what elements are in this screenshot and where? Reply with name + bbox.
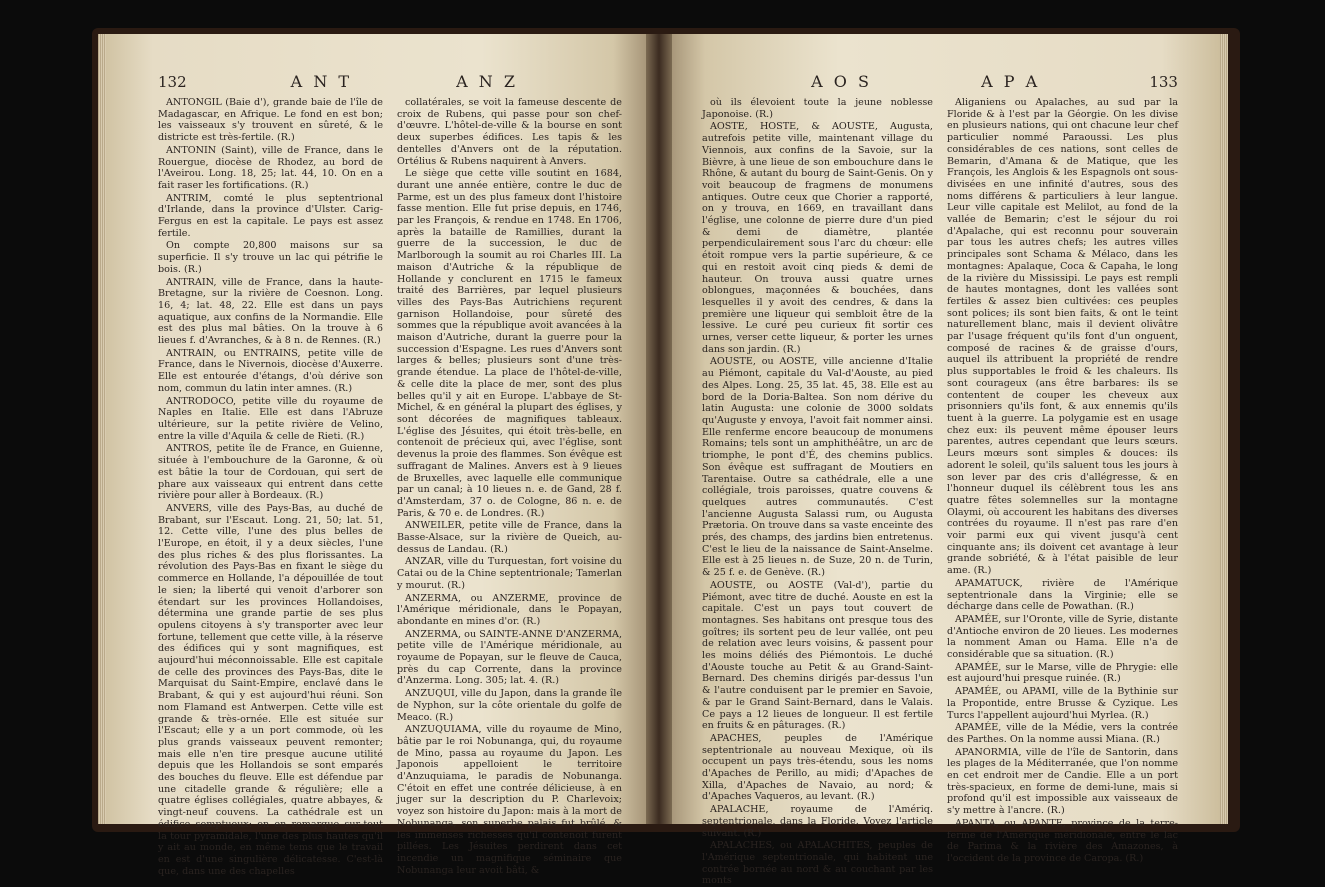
dictionary-entry: APACHES, peuples de l'Amérique septentrionale au nouveau Mexique, où ils occupent un pays très-étendu, sous les noms d'Apaches de Perillo, au midi; d'Apaches de Xilla, d'Apaches de Navaio, au nord; & d'Apaches Vaqueros, au levant. (R.) — [702, 732, 933, 803]
dictionary-entry: ANZERMA, ou SAINTE-ANNE D'ANZERMA, petite ville de l'Amérique méridionale, au royaume de Popayan, sur le fleuve de Cauca, près du cap Corrente, dans la province d'Anzerma. Long. 305; lat. 4. (R.) — [397, 628, 622, 687]
left-column-1 — [158, 97, 383, 877]
dictionary-entry: ANTROS, petite île de France, en Guienne, située à l'embouchure de la Garonne, & où est bâtie la tour de Cordouan, qui sert de phare aux vaisseaux qui entrent dans cette rivière pour aller à Bordeaux. (R.) — [158, 443, 383, 502]
right-running-header — [702, 72, 1178, 91]
dictionary-entry: APANTA, ou APANTE, province de la terre-ferme de l'Amérique méridionale, entre le lac de Parima & la rivière des Amazones, à l'occident de la province de Caropa. (R.) — [947, 817, 1178, 864]
dictionary-entry: ANZAR, ville du Turquestan, fort voisine du Catai ou de la Chine septentrionale; Tamerlan y mourut. (R.) — [397, 556, 622, 591]
right-column-2 — [947, 97, 1178, 864]
dictionary-entry: On compte 20,800 maisons sur sa superficie. Il s'y trouve un lac qui pétrifie le bois. (R.) — [158, 240, 383, 275]
right-page — [672, 34, 1228, 887]
dictionary-entry: APAMÉE, sur l'Oronte, ville de Syrie, distante d'Antioche environ de 20 lieues. Les modernes la nomment Aman ou Hama. Elle n'a de considérable que sa situation. (R.) — [947, 613, 1178, 661]
dictionary-entry: APALACHE, royaume de l'Amériq. septentrionale, dans la Floride. Voyez l'article suivant. (R.) — [702, 804, 933, 839]
page-edge-right — [1220, 34, 1228, 824]
dictionary-entry: APALACHES, ou APALACHITES, peuples de l'Amérique septentrionale, qui habitent une contrée bornée au nord & au couchant par les monts — [702, 840, 933, 887]
dictionary-entry: où ils élevoient toute la jeune noblesse Japonoise. (R.) — [702, 97, 933, 120]
left-running-header — [158, 72, 622, 91]
dictionary-entry: ANZUQUIAMA, ville du royaume de Mino, bâtie par le roi Nobunanga, qui, du royaume de Mino, passa au royaume du Japon. Les Japonois appelloient le territoire d'Anzuquiama, le paradis de Nobunanga. C'étoit en effet une contrée délicieuse, à en juger sur la description du P. Charlevoix; voyez son histoire du Japon: mais à la mort de Nobunanga, son superbe palais fut brûlé, & les immenses richesses qu'il contenoit furent pillées. Les Jésuites perdirent dans cet incendie un magnifique séminaire que Nobunanga leur avoit bâti, & — [397, 724, 622, 876]
dictionary-entry: AOSTE, HOSTE, & AOUSTE, Augusta, autrefois petite ville, maintenant village du Viennois, aux confins de la Savoie, sur la Bièvre, à une lieue de son embouchure dans le Rhône, & autant du bourg de Saint-Genis. On y voit beaucoup de fragmens de monumens antiques. Outre ceux que Chorier a rapporté, on y trouva, en 1669, en travaillant dans l'église, une colonne de pierre dure d'un pied & demi de diamètre, plantée perpendiculairement sous l'arc du chœur: elle étoit rompue vers la partie supérieure, & ce qui en restoit avoit cinq pieds & demi de hauteur. On trouva aussi quatre urnes oblongues, maçonnées & bouchées, dans lesquelles il y avoit des cendres, & dans la première une liqueur qui sembloit être de la lessive. Le curé peu curieux fit sortir ces urnes, verser cette liqueur, & porter les urnes dans son jardin. (R.) — [702, 121, 933, 355]
dictionary-entry: AOUSTE, ou AOSTE, ville ancienne d'Italie au Piémont, capitale du Val-d'Aouste, au pied des Alpes. Long. 25, 35 lat. 45, 38. Elle est au bord de la Doria-Baltea. Son nom dérive du latin Augusta: une colonie de 3000 soldats qu'Auguste y envoya, l'avoit fait nommer ainsi. Elle renferme encore beaucoup de monumens Romains; tels sont un amphithéâtre, un arc de triomphe, le pont d'É, des chemins publics. Son évêque est suffragant de Moutiers en Tarentaise. Outre sa cathédrale, elle a une collégiale, trois paroisses, quatre couvens & quelques autres communautés. C'est l'ancienne Augusta Salassi rum, ou Augusta Prætoria. On trouve dans sa vaste enceinte des prés, des champs, des jardins bien entretenus. C'est le lieu de la naissance de Saint-Anselme. Elle est à 25 lieues n. de Suze, 20 n. de Turin, & 25 f. e. de Genève. (R.) — [702, 356, 933, 579]
left-running-head-2: A N Z — [456, 72, 518, 91]
dictionary-entry: APAMÉE, ville de la Médie, vers la contrée des Parthes. On la nomme aussi Miana. (R.) — [947, 722, 1178, 745]
left-running-head-1: A N T — [290, 72, 353, 91]
dictionary-entry: ANZERMA, ou ANZERME, province de l'Amérique méridionale, dans le Popayan, abondante en mines d'or. (R.) — [397, 592, 622, 627]
dictionary-entry: APAMATUCK, rivière de l'Amérique septentrionale dans la Virginie; elle se décharge dans celle de Powathan. (R.) — [947, 577, 1178, 613]
dictionary-entry: Aliganiens ou Apalaches, au sud par la Floride & à l'est par la Géorgie. On les divise en plusieurs nations, qui ont chacune leur chef particulier nommé Paraoussi. Les plus considérables de ces nations, sont celles de Bemarin, d'Amana & de Matique, que les François, les Anglois & les Espagnols ont sous-divisées en une infinité d'autres, sous des noms différens & particuliers à leur langue. Leur ville capitale est Melilot, au fond de la vallée de Bemarin; c'est le séjour du roi d'Apalache, qui est reconnu pour souverain par tous les autres chefs; les autres villes principales sont Schama & Mélaco, dans les montagnes: Apalaque, Coca & Capaha, le long de la rivière du Mississipi. Le pays est rempli de hautes montagnes, dont les vallées sont fertiles & assez bien cultivées: ces peuples sont polices; ils sont bien faits, & ont le teint naturellement blanc, mais il devient olivâtre par l'usage fréquent qu'ils font d'un onguent, composé de racines & de graisse d'ours, auquel ils attribuent la propriété de rendre plus supportables le froid & les chaleurs. Ils sont courageux (ans être barbares: ils se contentent de couper les cheveux aux prisonniers qu'ils font, & aux ennemis qu'ils tuent à la guerre. La polygamie est en usage chez eux: ils peuvent même épouser leurs parentes, autres cependant que leurs sœurs. Leurs mœurs sont simples & douces: ils adorent le soleil, qu'ils saluent tous les jours à son lever par des cris d'allégresse, & en l'honneur duquel ils célèbrent tous les ans quatre fêtes solemnelles sur la montagne Olaymi, où accourent les habitans des diverses contrées du royaume. Il n'est pas rare d'en voir parmi eux qui vivent jusqu'à cent cinquante ans; ils doivent cet avantage à leur grande sobriété, & à l'état paisible de leur ame. (R.) — [947, 97, 1178, 577]
book-gutter — [646, 34, 672, 824]
dictionary-entry: ANTRAIN, ville de France, dans la haute-Bretagne, sur la rivière de Coesnon. Long. 16, 4; lat. 48, 22. Elle est dans un pays aquatique, aux confins de la Normandie. Elle est des plus mal bâties. On la trouve à 6 lieues f. d'Avranches, & à 8 n. de Rennes. (R.) — [158, 276, 383, 347]
dictionary-entry: collatérales, se voit la fameuse descente de croix de Rubens, qui passe pour son chef-d'œuvre. L'hôtel-de-ville & la bourse en sont deux superbes édifices. Les tapis & les dentelles d'Anvers ont de la réputation. Ortélius & Rubens naquirent à Anvers. — [397, 97, 622, 167]
open-book — [92, 28, 1240, 887]
dictionary-entry: ANTONGIL (Baie d'), grande baie de l'île de Madagascar, en Afrique. Le fond en est bon; les vaisseaux s'y trouvent en sûreté, & le districte est très-fertile. (R.) — [158, 97, 383, 144]
dictionary-entry: APAMÉE, ou APAMI, ville de la Bythinie sur la Propontide, entre Brusse & Cyzique. Les Turcs l'appellent aujourd'hui Myrlea. (R.) — [947, 686, 1178, 721]
dictionary-entry: ANTRIM, comté le plus septentrional d'Irlande, dans la province d'Ulster. Carig-Fergus en est la capitale. Le pays est assez fertile. — [158, 192, 383, 239]
dictionary-entry: ANTRAIN, ou ENTRAINS, petite ville de France, dans le Nivernois, diocèse d'Auxerre. Elle est entourée d'étangs, d'où dérive son nom, commun du latin inter amnes. (R.) — [158, 347, 383, 394]
dictionary-entry: ANTONIN (Saint), ville de France, dans le Rouergue, diocèse de Rhodez, au bord de l'Aveirou. Long. 18, 25; lat. 44, 10. On en a fait raser les fortifications. (R.) — [158, 144, 383, 191]
dictionary-entry: Le siège que cette ville soutint en 1684, durant une année entière, contre le duc de Parme, est un des plus fameux dont l'histoire fasse mention. Elle fut prise depuis, en 1746, par les François, & rendue en 1748. En 1706, après la bataille de Ramillies, durant la guerre de la succession, le duc de Marlborough la soumit au roi Charles III. La maison d'Autriche & la république de Hollande y conclurent en 1715 le fameux traité des Barrières, par lequel plusieurs villes des Pays-Bas Autrichiens reçurent garnison Hollandoise, pour sûreté des sommes que la république avoit avancées à la maison d'Autriche, durant la guerre pour la succession d'Espagne. Les rues d'Anvers sont larges & belles; plusieurs sont d'une très-grande étendue. La place de l'hôtel-de-ville, & celle dite la place de mer, sont des plus belles qu'il y ait en Europe. L'abbaye de St-Michel, & en général la plupart des églises, y sont décorées de magnifiques tableaux. L'église des Jésuites, qui étoit très-belle, en contenoit de précieux qui, avec l'église, sont devenus la proie des flammes. Son évêque est suffragant de Malines. Anvers est à 9 lieues de Bruxelles, avec laquelle elle communique par un canal; à 10 lieues n. e. de Gand, 28 f. d'Amsterdam, 37 o. de Cologne, 86 n. e. de Paris, & 70 e. de Londres. (R.) — [397, 168, 622, 519]
dictionary-entry: ANZUQUI, ville du Japon, dans la grande île de Nyphon, sur la côte orientale du golfe de Meaco. (R.) — [397, 688, 622, 723]
right-running-head-1: A O S — [811, 72, 872, 91]
right-running-head-2: A P A — [981, 72, 1041, 91]
dictionary-entry: AOUSTE, ou AOSTE (Val-d'), partie du Piémont, avec titre de duché. Aouste en est la capitale. C'est un pays tout couvert de montagnes. Ses habitans ont presque tous des goîtres; ils sortent peu de leur vallée, ont peu de relation avec leurs voisins, & passent pour les moins déliés des Piémontois. Le duché d'Aouste touche au Petit & au Grand-Saint-Bernard. Des chemins dirigés par-dessus l'un & l'autre conduisent par le premier en Savoie, & par le Grand Saint-Bernard, dans le Valais. Ce pays a 12 lieues de longueur. Il est fertile en fruits & en pâturages. (R.) — [702, 579, 933, 732]
dictionary-entry: ANVERS, ville des Pays-Bas, au duché de Brabant, sur l'Escaut. Long. 21, 50; lat. 51, 12. Cette ville, l'une des plus belles de l'Europe, en étoit, il y a deux siècles, l'une des plus riches & des plus florissantes. La révolution des Pays-Bas en fixant le siège du commerce en Hollande, l'a dépouillée de tout le sien; la liberté qui venoit d'arborer son étendart sur les provinces Hollandoises, détermina une grande partie de ses plus opulens citoyens à s'y transporter avec leur fortune, tellement que cette ville, à la réserve des édifices qui y sont magnifiques, est aujourd'hui méconnoissable. Elle est capitale de celle des provinces des Pays-Bas, dite le Marquisat du Saint-Empire, enclavé dans le Brabant, & qui y est aujourd'hui réuni. Son nom Flamand est Antwerpen. Cette ville est grande & très-ornée. Elle est située sur l'Escaut; elle y a un port commode, où les plus grands vaisseaux peuvent remonter; mais elle n'en tire presque aucune utilité depuis que les Hollandois se sont emparés des bouches du fleuve. Elle est défendue par une citadelle grande & régulière; elle a quatre églises collégiales, quatre abbayes, & vingt-neuf couvens. La cathédrale est un édifice somptueux: on en remarque sur-tout la tour pyramidale, l'une des plus hautes qu'il y ait au monde, en même tems que le travail en est d'une singulière délicatesse. C'est-là que, dans une des chapelles — [158, 502, 383, 877]
left-page-number: 132 — [158, 73, 187, 91]
dictionary-entry: APAMÉE, sur le Marse, ville de Phrygie: elle est aujourd'hui presque ruinée. (R.) — [947, 661, 1178, 685]
dictionary-entry: ANTRODOCO, petite ville du royaume de Naples en Italie. Elle est dans l'Abruze ultérieure, sur la petite rivière de Velino, entre la ville d'Aquila & celle de Rieti. (R.) — [158, 395, 383, 442]
dictionary-entry: APANORMIA, ville de l'île de Santorin, dans les plages de la Méditerranée, que l'on nomme en cet endroit mer de Candie. Elle a un port très-spacieux, en forme de demi-lune, mais si profond qu'il est impossible aux vaisseaux de s'y mettre à l'ancre. (R.) — [947, 746, 1178, 817]
page-edge-left — [98, 34, 106, 824]
right-column-1 — [702, 97, 933, 887]
dictionary-entry: ANWEILER, petite ville de France, dans la Basse-Alsace, sur la rivière de Queich, au-dessus de Landau. (R.) — [397, 520, 622, 555]
right-page-number: 133 — [1149, 73, 1178, 91]
left-column-2 — [397, 97, 622, 876]
left-page — [98, 34, 646, 877]
